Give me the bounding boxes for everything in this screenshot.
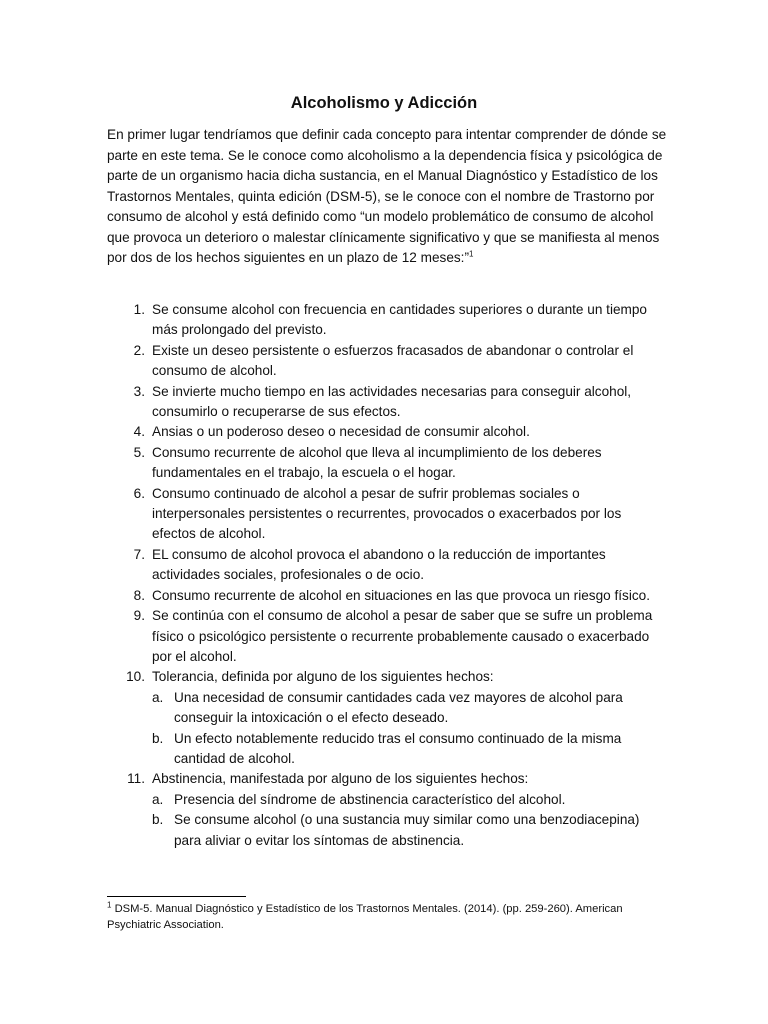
criterion-11-b bbox=[152, 810, 667, 851]
criterion-number: 11. bbox=[127, 771, 145, 787]
sub-criterion-text: Una necesidad de consumir cantidades cada vez mayores de alcohol para conseguir la intoxicación o el efecto deseado. bbox=[174, 689, 623, 726]
criterion-10-a bbox=[152, 688, 667, 729]
criterion-number: 6. bbox=[133, 485, 145, 501]
criterion-10-b bbox=[152, 729, 667, 770]
criterion-7 bbox=[107, 545, 667, 586]
criterion-number: 1. bbox=[133, 302, 145, 317]
footnote-reference: 1 bbox=[468, 249, 474, 259]
footnote-marker: 1 bbox=[107, 900, 112, 910]
criterion-number: 8. bbox=[133, 587, 145, 603]
criterion-9 bbox=[107, 606, 667, 667]
criterion-number: 5. bbox=[133, 444, 145, 460]
criterion-10-sublist bbox=[152, 688, 667, 770]
criterion-number: 3. bbox=[133, 383, 145, 399]
criterion-number: 10. bbox=[126, 669, 145, 685]
criterion-8 bbox=[107, 586, 667, 606]
footnote bbox=[107, 902, 667, 933]
criterion-number: 4. bbox=[133, 424, 145, 440]
criterion-number: 7. bbox=[133, 546, 145, 562]
intro-paragraph bbox=[107, 125, 667, 269]
sub-criterion-text: Presencia del síndrome de abstinencia característico del alcohol. bbox=[174, 791, 566, 807]
sub-criterion-letter: b. bbox=[152, 812, 164, 828]
criterion-10 bbox=[107, 667, 667, 769]
criterion-11-sublist bbox=[152, 790, 667, 851]
criterion-6 bbox=[107, 484, 667, 545]
criterion-1 bbox=[107, 300, 667, 341]
sub-criterion-letter: a. bbox=[152, 791, 164, 807]
document-title: Alcoholismo y Adicción bbox=[290, 94, 478, 112]
criterion-text: Tolerancia, definida por alguno de los siguientes hechos: bbox=[152, 669, 494, 685]
intro-text: En primer lugar tendríamos que definir cada concepto para intentar comprender de dónde se parte en este tema. Se le conoce como alcoholismo a la dependencia física y psicológica de parte de un organismo hacia dicha sustancia, en el Manual Diagnóstico y Estadístico de los Trastornos Mentales, quinta edición (DSM-5), se le conoce con el nombre de Trastorno por consumo de alcohol y está definido como “un modelo problemático de consumo de alcohol que provoca un deterioro o malestar clínicamente significativo y que se manifiesta al menos por dos de los hechos siguientes en un plazo de 12 meses:” bbox=[107, 127, 667, 265]
criterion-5 bbox=[107, 443, 667, 484]
criteria-list bbox=[107, 300, 667, 851]
sub-criterion-text: Un efecto notablemente reducido tras el consumo continuado de la misma cantidad de alcohol. bbox=[174, 730, 622, 766]
criterion-2 bbox=[107, 341, 667, 382]
criterion-11 bbox=[107, 769, 667, 851]
criterion-text: Ansias o un poderoso deseo o necesidad de consumir alcohol. bbox=[152, 424, 530, 440]
criterion-text: EL consumo de alcohol provoca el abandono o la reducción de importantes actividades sociales, profesionales o de ocio. bbox=[152, 546, 606, 583]
criterion-3 bbox=[107, 382, 667, 423]
criterion-text: Consumo recurrente de alcohol que lleva al incumplimiento de los deberes fundamentales en el trabajo, la escuela o el hogar. bbox=[152, 444, 602, 481]
footnote-separator bbox=[107, 896, 246, 897]
criterion-text: Existe un deseo persistente o esfuerzos fracasados de abandonar o controlar el consumo de alcohol. bbox=[152, 342, 634, 379]
criterion-text: Consumo continuado de alcohol a pesar de sufrir problemas sociales o interpersonales persistentes o recurrentes, provocados o exacerbados por los efectos de alcohol. bbox=[152, 485, 622, 542]
criterion-number: 2. bbox=[133, 342, 145, 358]
criterion-text: Se continúa con el consumo de alcohol a pesar de saber que se sufre un problema físico o psicológico persistente o recurrente probablemente causado o exacerbado por el alcohol. bbox=[152, 608, 653, 664]
sub-criterion-letter: a. bbox=[152, 689, 164, 705]
criterion-4 bbox=[107, 422, 667, 442]
sub-criterion-letter: b. bbox=[152, 730, 164, 746]
sub-criterion-text: Se consume alcohol (o una sustancia muy similar como una benzodiacepina) para aliviar o evitar los síntomas de abstinencia. bbox=[174, 812, 640, 848]
criterion-text: Se invierte mucho tiempo en las actividades necesarias para conseguir alcohol, consumirlo o recuperarse de sus efectos. bbox=[152, 383, 632, 420]
criterion-11-a bbox=[152, 790, 667, 810]
criterion-text: Se consume alcohol con frecuencia en cantidades superiores o durante un tiempo más prolongado del previsto. bbox=[152, 302, 647, 338]
criterion-text: Consumo recurrente de alcohol en situaciones en las que provoca un riesgo físico. bbox=[152, 587, 650, 603]
footnote-text: DSM-5. Manual Diagnóstico y Estadístico de los Trastornos Mentales. (2014). (pp. 259-260). American Psychiatric Association. bbox=[107, 903, 623, 931]
criterion-text: Abstinencia, manifestada por alguno de los siguientes hechos: bbox=[152, 771, 529, 787]
criterion-number: 9. bbox=[133, 608, 145, 624]
